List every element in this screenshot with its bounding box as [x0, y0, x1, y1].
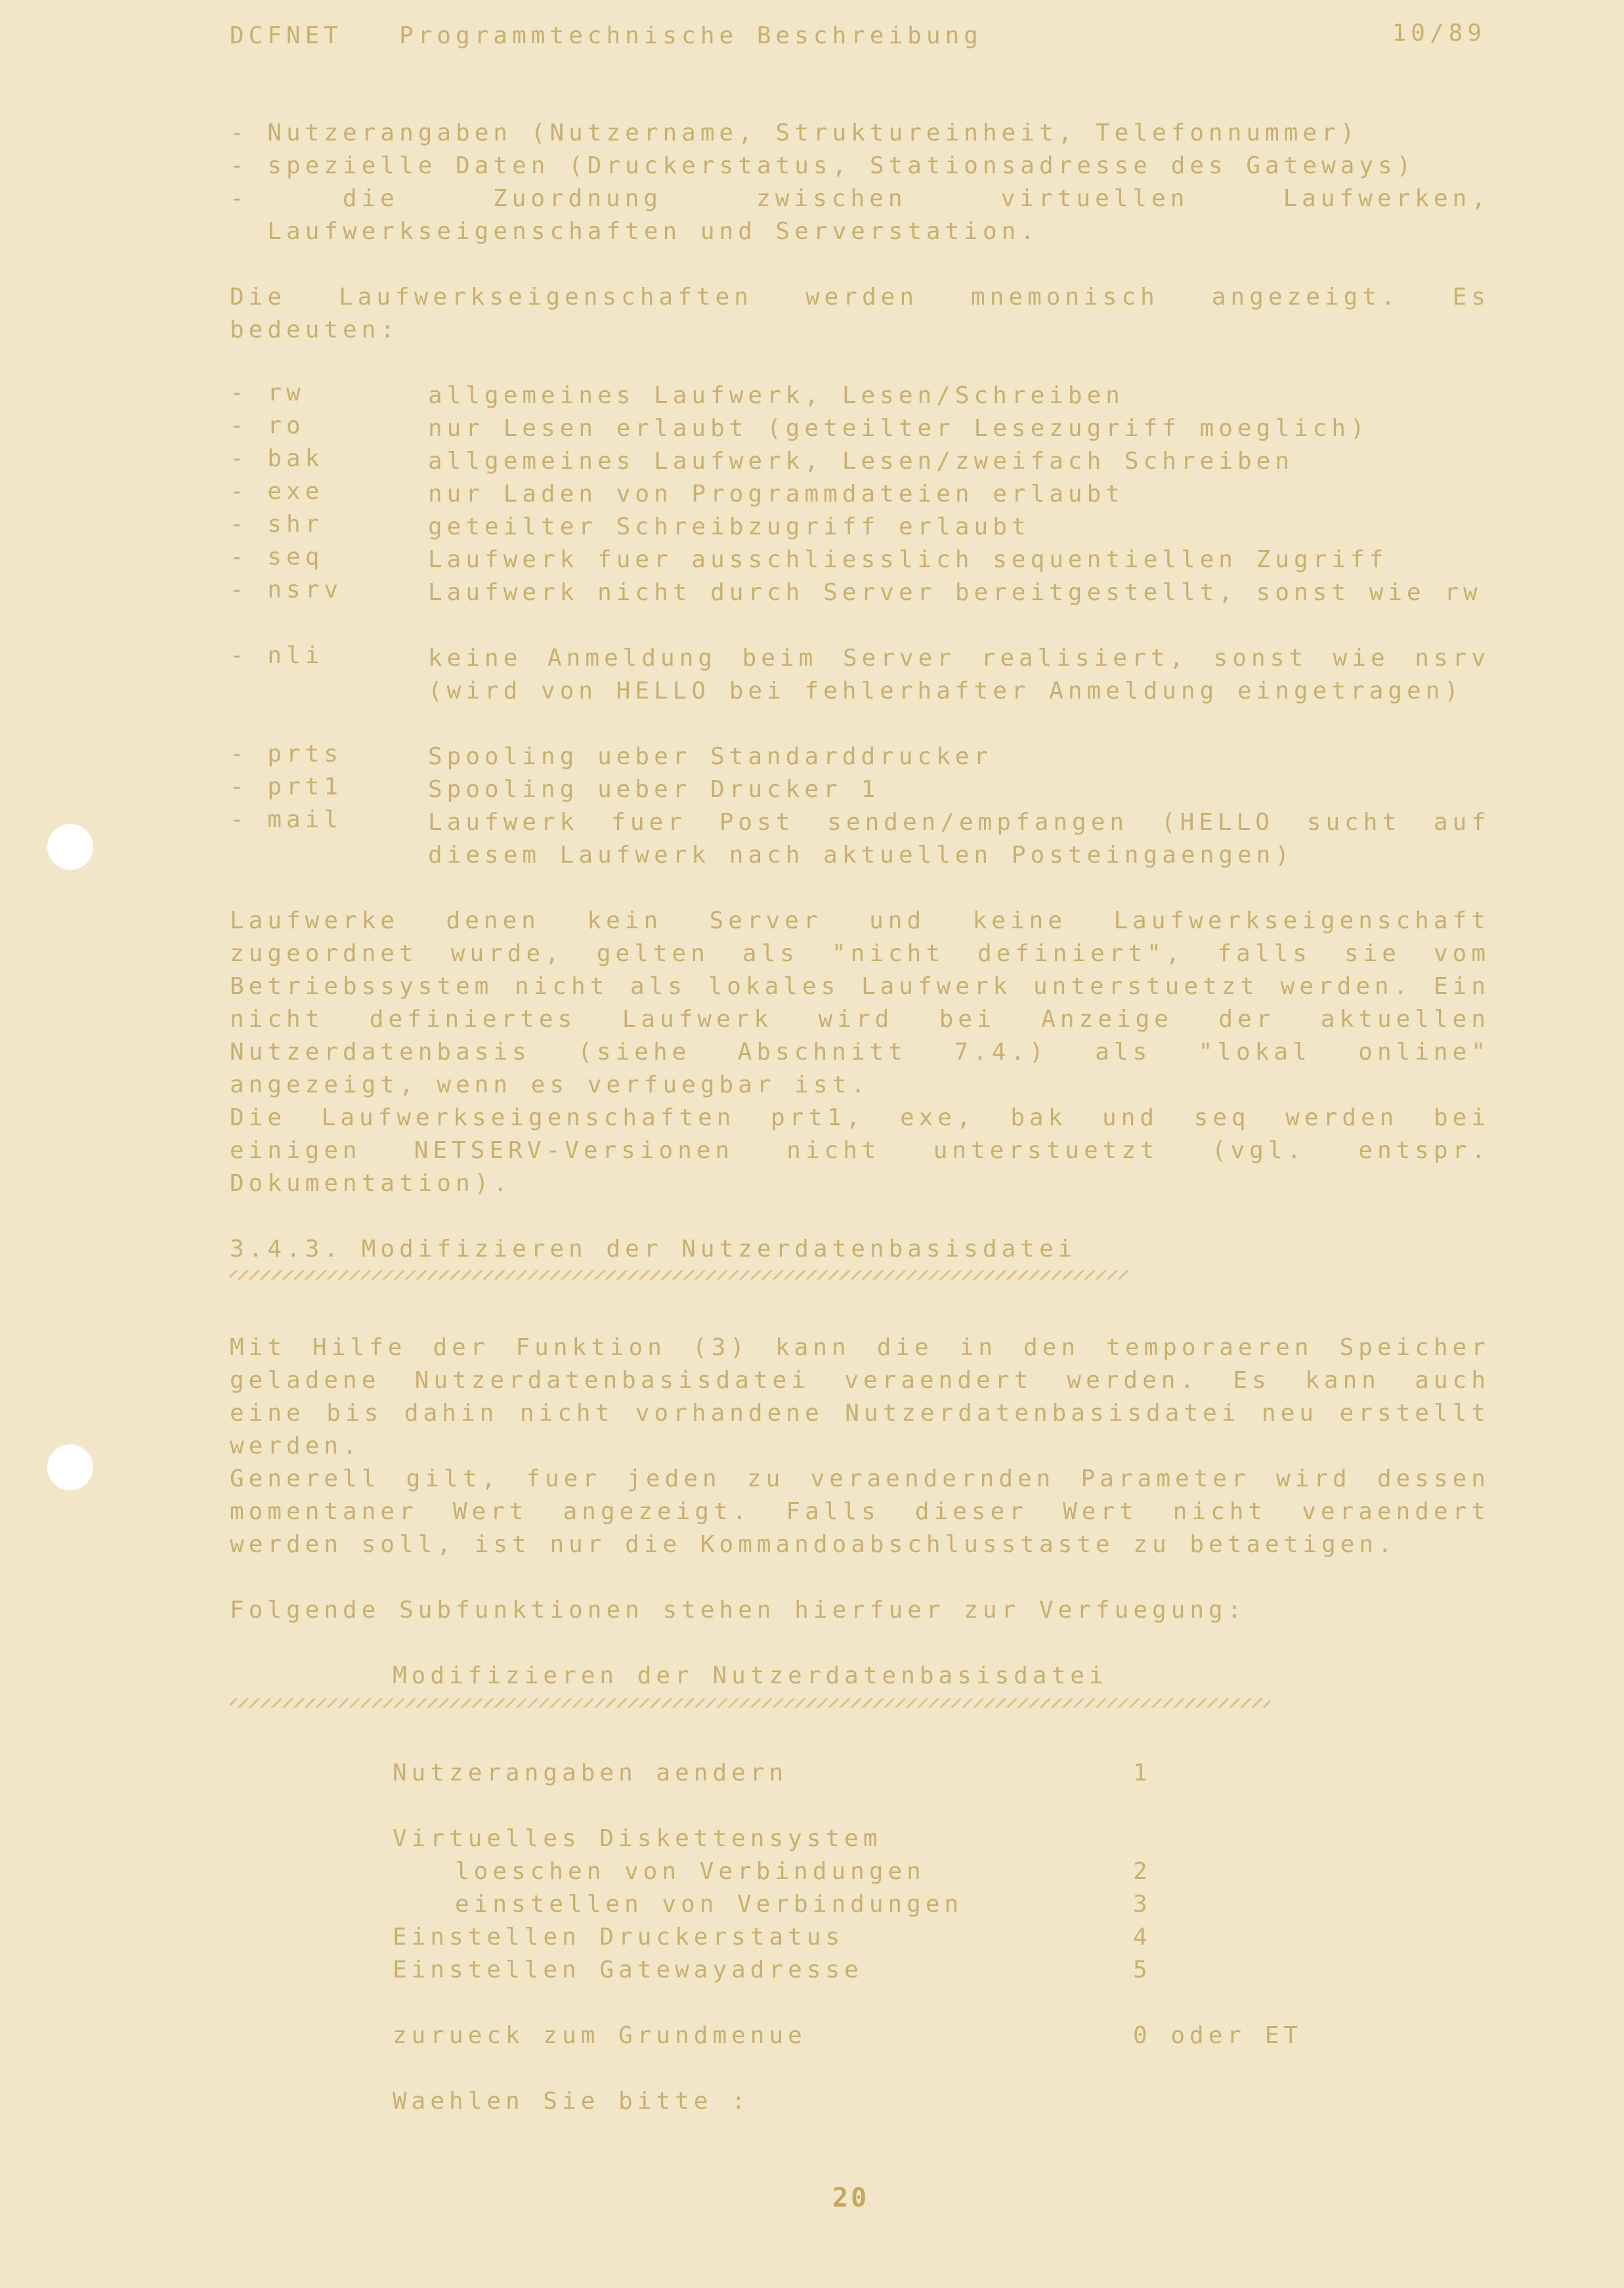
menu-item-back: zurueck zum Grundmenue: [393, 2022, 807, 2049]
menu-item-user-data: Nutzerangaben aendern: [393, 1759, 788, 1786]
heading-underline: [230, 1270, 1129, 1280]
property-text: geteilter Schreibzugriff erlaubt: [428, 513, 1031, 540]
menu-key: 1: [1133, 1759, 1152, 1786]
property-text: Spooling ueber Standarddrucker: [428, 743, 993, 770]
intro-list-item: - Nutzerangaben (Nutzername, Struktureinheit, Telefonnummer): [230, 119, 1359, 146]
property-key: - bak: [230, 445, 324, 472]
property-key: - nli: [230, 642, 324, 669]
property-text: Laufwerk fuer Post senden/empfangen (HELLO sucht auf diesem Laufwerk nach aktuellen Posteingaengen): [428, 809, 1490, 869]
property-text: allgemeines Laufwerk, Lesen/Schreiben: [428, 382, 1124, 409]
intro-list-item: Laufwerkseigenschaften und Serverstation.: [230, 218, 1039, 245]
property-key: - seq: [230, 544, 324, 571]
menu-key: 5: [1133, 1956, 1152, 1983]
punch-hole-upper: [47, 824, 93, 870]
paragraph-function: Mit Hilfe der Funktion (3) kann die in den temporaeren Speicher geladene Nutzerdatenbasisdatei veraendert werden. Es kann auch eine bis dahin nicht vorhandene Nutzerdatenbasisdatei neu erstellt werden.: [230, 1334, 1490, 1459]
property-key: - nsrv: [230, 576, 343, 603]
menu-key: 4: [1133, 1924, 1152, 1951]
paragraph-subfunctions: Folgende Subfunktionen stehen hierfuer zur Verfuegung:: [230, 1597, 1247, 1624]
property-key: - rw: [230, 379, 305, 406]
intro-list-item: - die Zuordnung zwischen virtuellen Laufwerken,: [230, 185, 1490, 212]
paragraph-undefined-drives: Laufwerke denen kein Server und keine Laufwerkseigenschaft zugeordnet wurde, gelten als "nicht definiert", falls sie vom Betriebssystem nicht als lokales Laufwerk unterstuetzt werden. Ein nicht definiertes Laufwerk wird bei Anzeige der aktuellen Nutzerdatenbasis (siehe Abschnitt 7.4.) als "lokal online" angezeigt, wenn es verfuegbar ist.: [230, 907, 1490, 1098]
property-text: Laufwerk nicht durch Server bereitgestellt, sonst wie rw: [428, 579, 1482, 606]
intro-list-item: - spezielle Daten (Druckerstatus, Stationsadresse des Gateways): [230, 152, 1416, 179]
property-text: nur Laden von Programmdateien erlaubt: [428, 481, 1124, 507]
menu-key: 3: [1133, 1891, 1152, 1918]
menu-item-gateway-address: Einstellen Gatewayadresse: [393, 1956, 863, 1983]
property-key: - prts: [230, 741, 343, 767]
property-key: - shr: [230, 511, 324, 538]
paragraph-general: Generell gilt, fuer jeden zu veraendernden Parameter wird dessen momentaner Wert angezeigt. Falls dieser Wert nicht veraendert werden soll, ist nur die Kommandoabschlusstaste zu betaetigen.: [230, 1465, 1490, 1558]
page-header: DCFNET Programmtechnische Beschreibung: [230, 22, 983, 49]
property-key: - exe: [230, 478, 324, 505]
section-heading: 3.4.3. Modifizieren der Nutzerdatenbasisdatei: [230, 1236, 1077, 1263]
property-text: Laufwerk fuer ausschliesslich sequentiellen Zugriff: [428, 546, 1388, 573]
property-text: nur Lesen erlaubt (geteilter Lesezugriff moeglich): [428, 415, 1369, 442]
page-number: 20: [832, 2183, 870, 2213]
punch-hole-lower: [47, 1444, 93, 1490]
menu-key: 2: [1133, 1858, 1152, 1885]
property-text: keine Anmeldung beim Server realisiert, sonst wie nsrv (wird von HELLO bei fehlerhafter Anmeldung eingetragen): [428, 645, 1490, 704]
menu-item-set-connections: einstellen von Verbindungen: [455, 1891, 964, 1918]
menu-item-delete-connections: loeschen von Verbindungen: [455, 1858, 926, 1885]
properties-intro: Die Laufwerkseigenschaften werden mnemonisch angezeigt. Es bedeuten:: [230, 284, 1490, 343]
menu-title-underline: [230, 1698, 1270, 1708]
menu-key: 0 oder ET: [1133, 2022, 1303, 2049]
property-text: allgemeines Laufwerk, Lesen/zweifach Schreiben: [428, 448, 1294, 475]
menu-group-label: Virtuelles Diskettensystem: [393, 1825, 882, 1852]
menu-title: Modifizieren der Nutzerdatenbasisdatei: [393, 1662, 1108, 1689]
paragraph-netserv-versions: Die Laufwerkseigenschaften prt1, exe, bak und seq werden bei einigen NETSERV-Versionen nicht unterstuetzt (vgl. entspr. Dokumentation).: [230, 1104, 1490, 1197]
menu-prompt: Waehlen Sie bitte :: [393, 2088, 750, 2115]
menu-item-printer-status: Einstellen Druckerstatus: [393, 1924, 845, 1951]
property-key: - prt1: [230, 773, 343, 800]
property-text: Spooling ueber Drucker 1: [428, 776, 880, 803]
property-key: - ro: [230, 412, 305, 439]
property-key: - mail: [230, 806, 343, 833]
header-date: 10/89: [1392, 20, 1486, 47]
